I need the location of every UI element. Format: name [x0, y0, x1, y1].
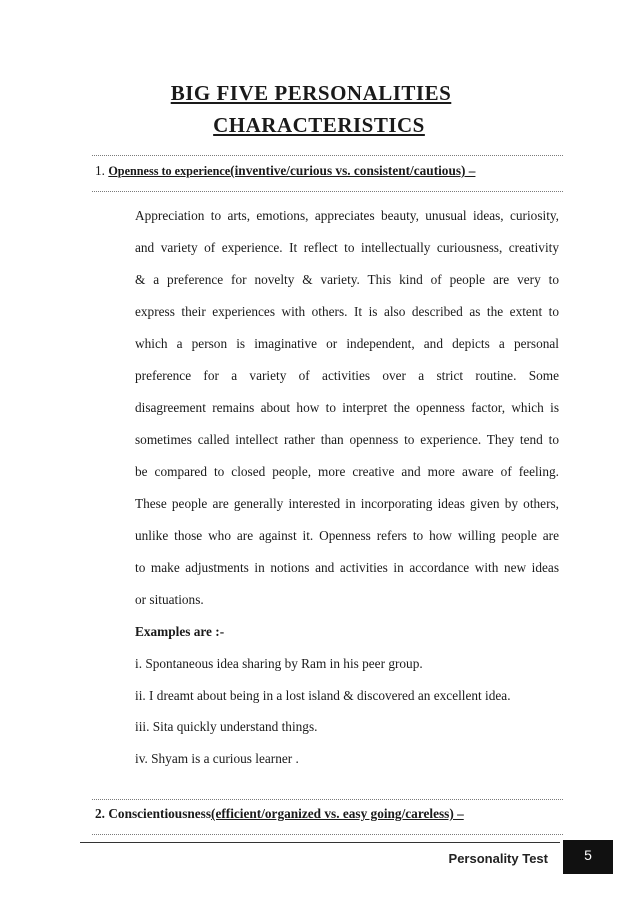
- paragraph-line: and variety of experience. It reflect to intellectually curiousness, creativity: [135, 240, 559, 255]
- example-item: ii. I dreamt about being in a lost island & discovered an excellent idea.: [135, 688, 511, 703]
- examples-heading: Examples are :-: [135, 624, 225, 639]
- section-2-heading: [95, 806, 464, 822]
- paragraph-line: sometimes called intellect rather than openness to experience. They tend to: [135, 432, 559, 447]
- footer-label: Personality Test: [448, 851, 548, 866]
- page-title-line-1: BIG FIVE PERSONALITIES: [170, 81, 452, 105]
- paragraph-line: be compared to closed people, more creative and more aware of feeling.: [135, 464, 559, 479]
- section-2-number: 2.: [95, 806, 105, 821]
- page-number: 5: [563, 840, 613, 874]
- section-1-subtitle: (inventive/curious vs. consistent/cautious) –: [230, 163, 476, 178]
- example-item: iii. Sita quickly understand things.: [135, 719, 318, 734]
- divider: [92, 155, 563, 156]
- section-2-label: Conscientiousness: [108, 806, 212, 821]
- section-1-label: Openness to experience: [108, 164, 231, 178]
- example-item: iv. Shyam is a curious learner .: [135, 751, 299, 766]
- section-1-number: 1.: [95, 163, 105, 178]
- paragraph-line: to make adjustments in notions and activities in accordance with new ideas: [135, 560, 559, 575]
- divider: [92, 191, 563, 192]
- paragraph-line: These people are generally interested in incorporating ideas given by others,: [135, 496, 559, 511]
- section-1-heading: [95, 163, 475, 179]
- paragraph-line: & a preference for novelty & variety. This kind of people are very to: [135, 272, 559, 287]
- paragraph-line: express their experiences with others. It is also described as the extent to: [135, 304, 559, 319]
- divider: [92, 834, 563, 835]
- paragraph-line: Appreciation to arts, emotions, appreciates beauty, unusual ideas, curiosity,: [135, 208, 559, 223]
- paragraph-line: preference for a variety of activities over a strict routine. Some: [135, 368, 559, 383]
- footer-rule: [80, 842, 560, 843]
- divider: [92, 799, 563, 800]
- section-2-subtitle: (efficient/organized vs. easy going/careless) –: [211, 806, 464, 821]
- paragraph-line: unlike those who are against it. Openness refers to how willing people are: [135, 528, 559, 543]
- section-1-paragraph: [135, 207, 559, 623]
- example-item: i. Spontaneous idea sharing by Ram in his peer group.: [135, 656, 423, 671]
- paragraph-line: or situations.: [135, 592, 204, 607]
- paragraph-line: disagreement remains about how to interpret the openness factor, which is: [135, 400, 559, 415]
- page-title-line-2: CHARACTERISTICS: [213, 113, 425, 137]
- paragraph-line: which a person is imaginative or independent, and depicts a personal: [135, 336, 559, 351]
